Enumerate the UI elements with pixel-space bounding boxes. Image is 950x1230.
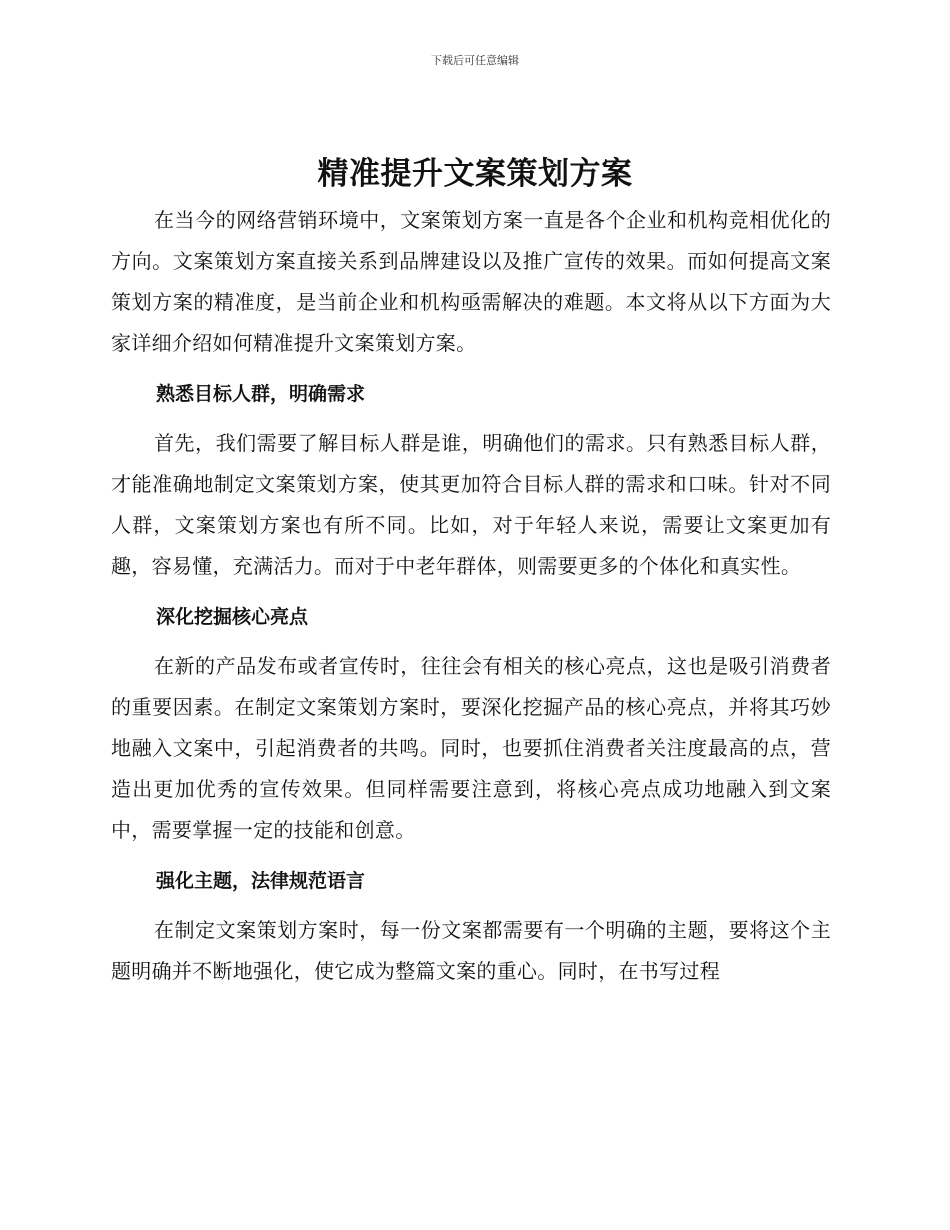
section-paragraph-theme-language: 在制定文案策划方案时，每一份文案都需要有一个明确的主题，要将这个主题明确并不断地强化，使它成为整篇文案的重心。同时，在书写过程: [111, 918, 831, 983]
section-paragraph-target-audience: 首先，我们需要了解目标人群是谁，明确他们的需求。只有熟悉目标人群，才能准确地制定文案策划方案，使其更加符合目标人群的需求和口味。针对不同人群，文案策划方案也有所不同。比如，对于年轻人来说，需要让文案更加有趣，容易懂，充满活力。而对于中老年群体，则需要更多的个体化和真实性。: [111, 431, 831, 578]
page-header: 下载后可任意编辑: [431, 54, 519, 67]
document-body: [111, 200, 831, 992]
intro-paragraph: 在当今的网络营销环境中，文案策划方案一直是各个企业和机构竞相优化的方向。文案策划方案直接关系到品牌建设以及推广宣传的效果。而如何提高文案策划方案的精准度，是当前企业和机构亟需解决的难题。本文将从以下方面为大家详细介绍如何精准提升文案策划方案。: [111, 208, 831, 355]
document-title: 精准提升文案策划方案: [317, 156, 633, 192]
section-heading-target-audience: 熟悉目标人群，明确需求: [156, 383, 366, 405]
section-paragraph-core-highlights: 在新的产品发布或者宣传时，往往会有相关的核心亮点，这也是吸引消费者的重要因素。在制定文案策划方案时，要深化挖掘产品的核心亮点，并将其巧妙地融入文案中，引起消费者的共鸣。同时，也要抓住消费者关注度最高的点，营造出更加优秀的宣传效果。但同样需要注意到，将核心亮点成功地融入到文案中，需要掌握一定的技能和创意。: [111, 654, 831, 842]
section-heading-core-highlights: 深化挖掘核心亮点: [156, 606, 309, 628]
section-heading-theme-language: 强化主题，法律规范语言: [156, 870, 366, 892]
